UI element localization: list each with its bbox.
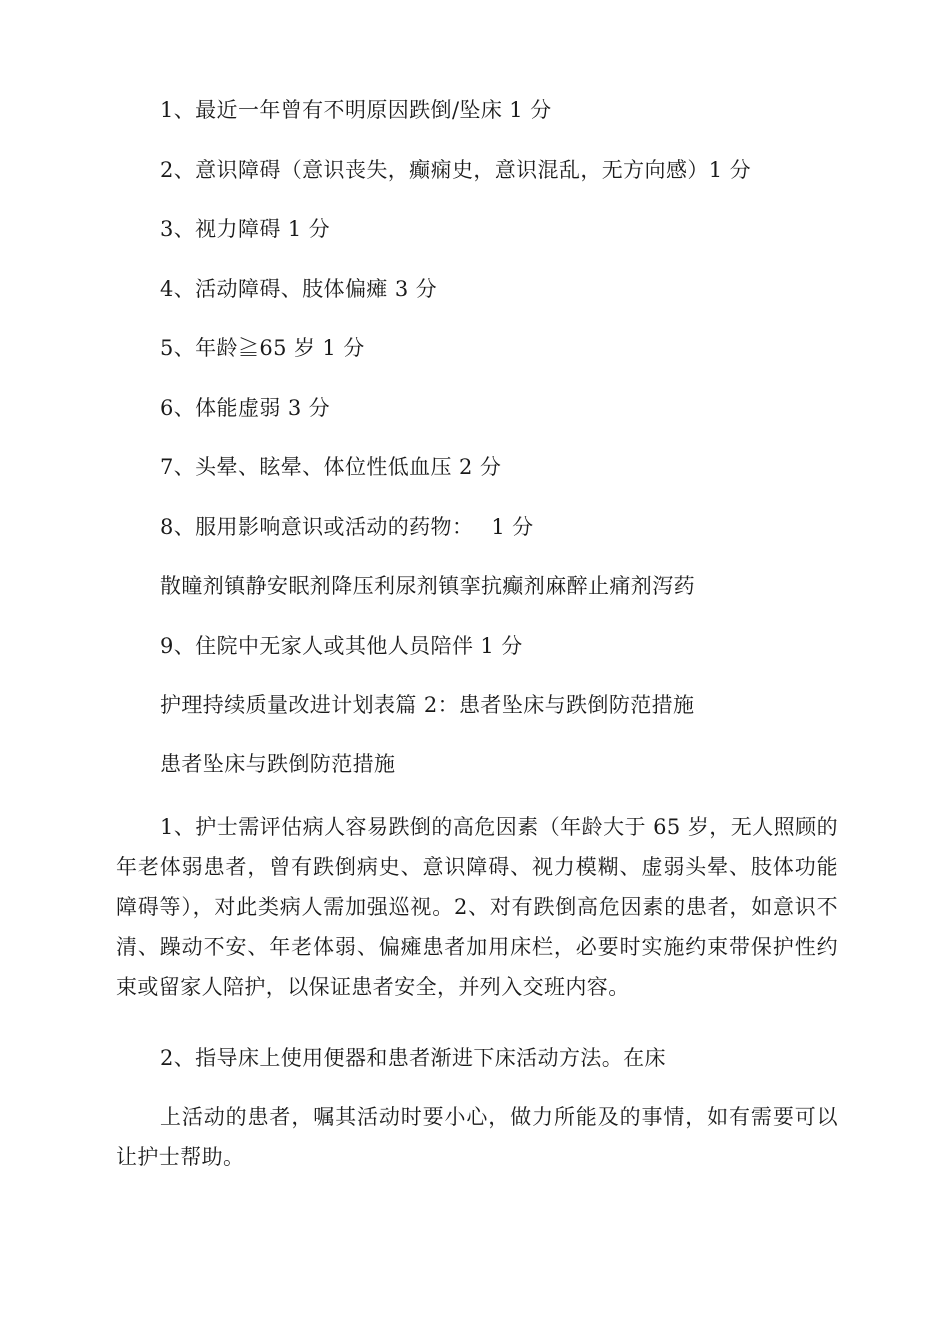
risk-item-3: 3、视力障碍 1 分 (160, 217, 331, 241)
section-subheading: 患者坠床与跌倒防范措施 (160, 752, 396, 776)
risk-item-1: 1、最近一年曾有不明原因跌倒/坠床 1 分 (160, 98, 552, 122)
prevention-paragraph-1: 1、护士需评估病人容易跌倒的高危因素（年龄大于 65 岁，无人照顾的年老体弱患者，曾有跌倒病史、意识障碍、视力模糊、虚弱头晕、肢体功能障碍等），对此类病人需加强巡视。2、对有跌倒高危因素的患者，如意识不清、躁动不安、年老体弱、偏瘫患者加用床栏，必要时实施约束带保护性约束或留家人陪护，以保证患者安全，并列入交班内容。 (116, 815, 838, 999)
risk-item-9: 9、住院中无家人或其他人员陪伴 1 分 (160, 634, 523, 658)
drug-list: 散瞳剂镇静安眠剂降压利尿剂镇挛抗癫剂麻醉止痛剂泻药 (160, 574, 695, 598)
risk-item-4: 4、活动障碍、肢体偏瘫 3 分 (160, 277, 438, 301)
risk-item-2: 2、意识障碍（意识丧失，癫痫史，意识混乱，无方向感）1 分 (160, 158, 751, 182)
prevention-paragraph-2: 2、指导床上使用便器和患者渐进下床活动方法。在床 (160, 1046, 666, 1070)
prevention-paragraph-3: 上活动的患者，嘱其活动时要小心，做力所能及的事情，如有需要可以让护士帮助。 (116, 1105, 838, 1169)
risk-item-5: 5、年龄≧65 岁 1 分 (160, 336, 365, 360)
risk-item-8: 8、服用影响意识或活动的药物： 1 分 (160, 515, 534, 539)
risk-item-6: 6、体能虚弱 3 分 (160, 396, 331, 420)
section-heading: 护理持续质量改进计划表篇 2：患者坠床与跌倒防范措施 (160, 693, 695, 717)
risk-item-7: 7、头晕、眩晕、体位性低血压 2 分 (160, 455, 502, 479)
